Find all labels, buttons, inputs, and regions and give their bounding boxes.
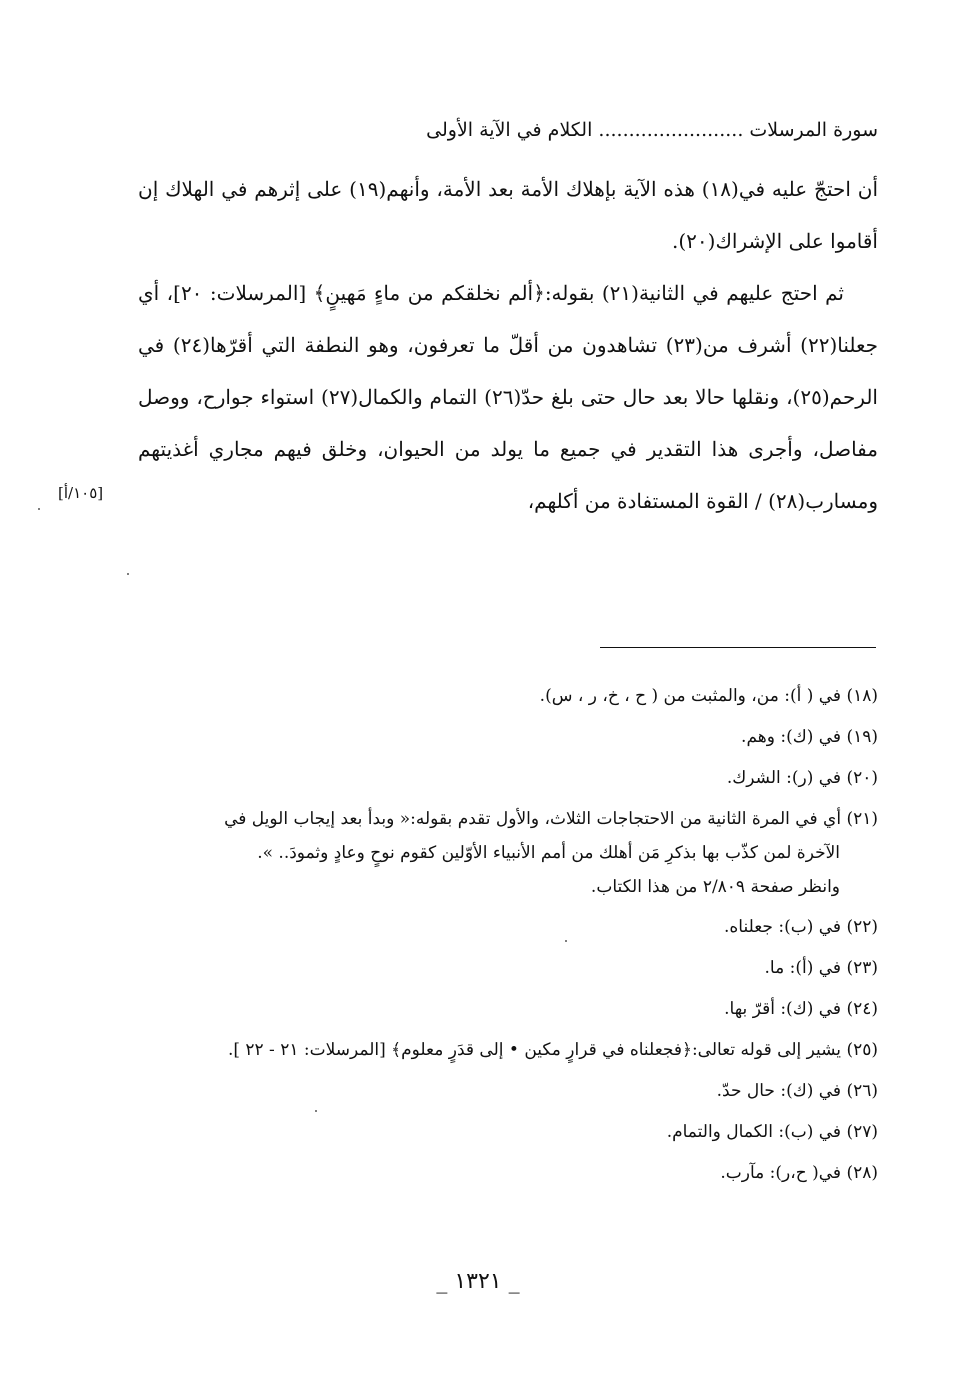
footnote-26: [138, 1071, 878, 1112]
footnote-number: (١٩): [846, 727, 878, 747]
manuscript-folio-marker: [١٠٥/أ]: [58, 484, 104, 502]
footnote-number: (٢٣): [846, 958, 878, 978]
paragraph-1: أن احتجّ عليه في(١٨) هذه الآية بإهلاك الأمة بعد الأمة، وأنهم(١٩) على إثرهم في الهلاك إن أقاموا على الإشراك(٢٠).: [138, 177, 878, 253]
footnote-number: (٢٢): [846, 917, 878, 937]
footnote-24: [138, 989, 878, 1030]
footnote-28: [138, 1153, 878, 1194]
footnote-number: (٢٤): [846, 999, 878, 1019]
header-section: الكلام في الآية الأولى: [426, 119, 593, 141]
footnote-text: في (أ): ما.: [764, 958, 842, 978]
footnotes-list: [138, 676, 878, 1194]
footnote-text: أي في المرة الثانية من الاحتجاجات الثلاث، والأول تقدم بقوله:« وبدأ بعد إيجاب الويل في: [224, 809, 842, 829]
footnote-text: يشير إلى قوله تعالى:﴿فجعلناه في قرارٍ مكين • إلى قدَرٍ معلوم﴾ [المرسلات: ٢١ - ٢٢ ].: [227, 1040, 842, 1060]
footnote-continuation: الآخرة لمن كذّب بها بذكرِ مَن أهلك من أمم الأنبياء الأوّلين كقوم نوحٍ وعادٍ وثمودَ.. ».: [257, 843, 840, 863]
footnote-text: في (ر): الشرك.: [726, 768, 842, 788]
footnote-text: في (ب): جعلناه.: [723, 917, 842, 937]
header-chapter: سورة المرسلات: [749, 119, 878, 141]
paragraph-2: ثم احتج عليهم في الثانية(٢١) بقوله:﴿ألم نخلقكم من ماءٍ مَهينٍ﴾ [المرسلات: ٢٠]، أي جعلنا(٢٢) أشرف من(٢٣) تشاهدون من أقلّ ما تعرفون، وهو النطفة التي أقرّها(٢٤) في الرحم(٢٥)، ونقلها حالا بعد حال حتى بلغ حدّ(٢٦) التمام والكمال(٢٧) استواء جوارح، ووصل مفاصل، وأجرى هذا التقدير في جميع ما يولد من الحيوان، وخلق فيهم مجاري أغذيتهم ومسارب(٢٨) / القوة المستفادة من أكلهم،: [138, 281, 879, 513]
footnote-21: [138, 799, 878, 907]
footnote-23: [138, 948, 878, 989]
footnote-number: (٢٠): [846, 768, 878, 788]
footnote-27: [138, 1112, 878, 1153]
scan-speck: [38, 508, 40, 510]
footnote-text: في (ك): حال حدّ.: [716, 1081, 842, 1101]
footnote-18: [138, 676, 878, 717]
footnote-20: [138, 758, 878, 799]
footnote-separator: [600, 647, 876, 648]
header-leader: ........................: [598, 119, 744, 141]
scan-speck: [127, 573, 129, 575]
footnote-number: (١٨): [846, 686, 878, 706]
footnote-number: (٢٦): [846, 1081, 878, 1101]
footnote-number: (٢١): [846, 809, 878, 829]
page-number: _ ١٣٢١ _: [436, 1269, 520, 1294]
footnote-text: في( ح،ر): مآرب.: [720, 1163, 842, 1183]
footnote-25: [138, 1030, 878, 1071]
footnote-text: في (ك): وهم.: [741, 727, 842, 747]
footnote-text: في ( أ): من، والمثبت من ( ح ، خ، ر ، س).: [539, 686, 842, 706]
footnote-19: [138, 717, 878, 758]
footnote-22: [138, 907, 878, 948]
footnote-text: في (ك): أقرّ بها.: [724, 999, 842, 1019]
footnote-number: (٢٥): [846, 1040, 878, 1060]
main-text: [138, 163, 878, 527]
footnote-number: (٢٧): [846, 1122, 878, 1142]
scan-speck: [565, 940, 567, 942]
footnote-number: (٢٨): [846, 1163, 878, 1183]
scan-speck: [315, 1110, 317, 1112]
footnote-continuation: وانظر صفحة ٢/٨٠٩ من هذا الكتاب.: [590, 877, 840, 897]
footnote-text: في (ب): الكمال والتمام.: [666, 1122, 842, 1142]
running-header: [138, 112, 878, 148]
